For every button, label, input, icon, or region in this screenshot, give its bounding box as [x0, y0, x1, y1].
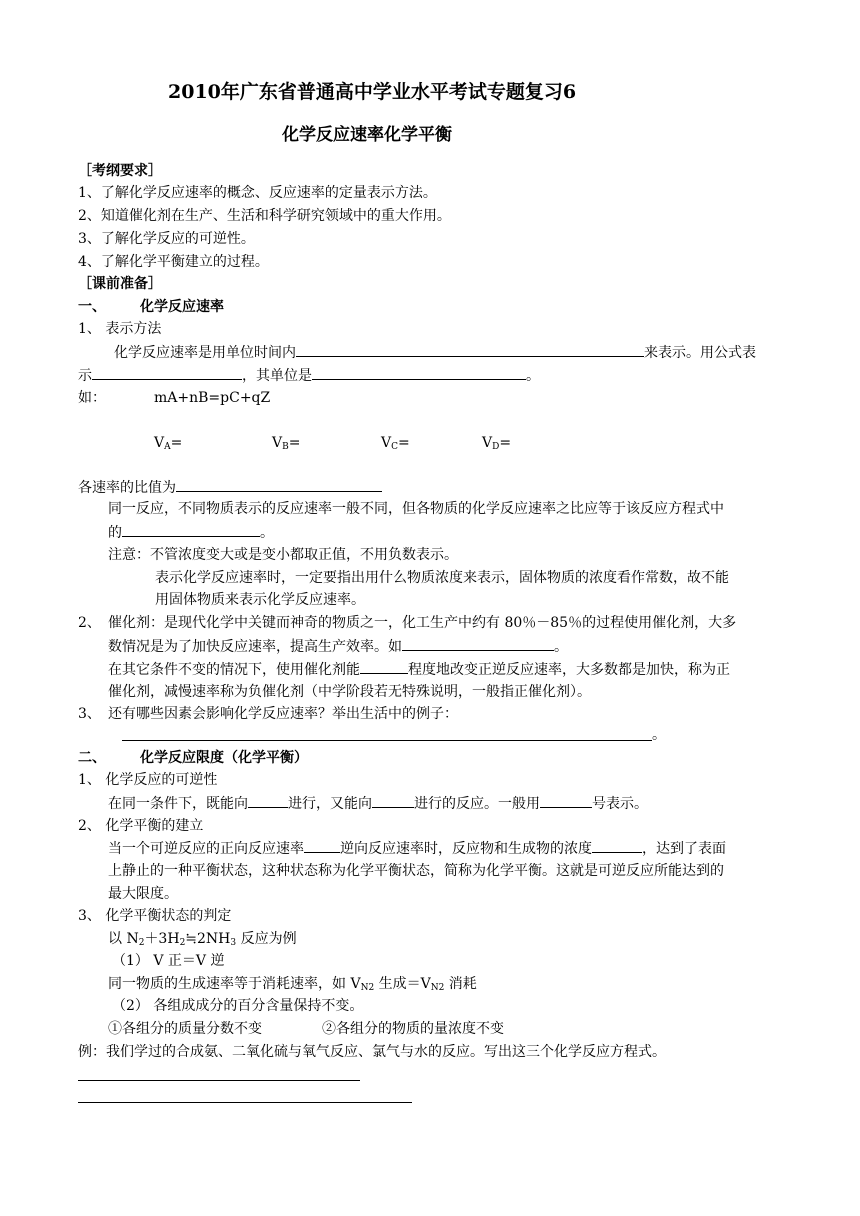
- section-requirements-heading: ［考纲要求］: [78, 163, 162, 179]
- equilibrium-line2: 上静止的一种平衡状态，这种状态称为化学平衡状态，简称为化学平衡。这就是可逆反应所能达到的: [108, 863, 724, 879]
- page-title: 2010年广东省普通高中学业水平考试专题复习6: [168, 81, 577, 103]
- catalyst-number: 2、: [78, 615, 101, 631]
- part1-title: 化学反应速率: [140, 299, 224, 315]
- catalyst-text-2b: 。: [554, 639, 568, 655]
- judge-criterion-1-detail: 同一物质的生成速率等于消耗速率，如 $V_{N2}$ 生成$=V_{N2}$ 消耗: [108, 976, 477, 993]
- question3-answer-blank[interactable]: [122, 740, 652, 741]
- reversibility-line: 在同一条件下，既能向 进行，又能向 进行的反应。一般用 号表示。: [108, 796, 648, 812]
- same-reaction-line1: 同一反应，不同物质表示的反应速率一般不同，但各物质的化学反应速率之比应等于该反应方程式中: [108, 501, 724, 517]
- example-label: 如：: [78, 390, 106, 406]
- judge-criterion-2a: ①各组分的质量分数不变: [108, 1021, 262, 1037]
- catalyst-line2: [108, 637, 568, 656]
- answer-blank-line-2[interactable]: [78, 1102, 412, 1103]
- part2-item3-heading: 3、 化学平衡状态的判定: [78, 908, 232, 924]
- part1-number: 一、: [78, 299, 106, 315]
- catalyst-line3: [108, 660, 730, 679]
- equilibrium-line3: 最大限度。: [108, 886, 178, 902]
- catalyst-line4: 催化剂，减慢速率称为负催化剂（中学阶段若无特殊说明，一般指正催化剂）。: [108, 684, 591, 700]
- note-line3: 用固体物质来表示化学反应速率。: [155, 592, 365, 608]
- section-prep-heading: ［课前准备］: [78, 276, 162, 292]
- catalyst-line1: 催化剂：是现代化学中关键而神奇的物质之一，化工生产中约有 80％－85％的过程使用催化剂，大多: [108, 615, 737, 631]
- part2-title: 化学反应限度（化学平衡）: [140, 750, 308, 766]
- requirement-4: 4、了解化学平衡建立的过程。: [78, 254, 269, 270]
- part2-item2-heading: 2、 化学平衡的建立: [78, 818, 204, 834]
- equilibrium-line1: 当一个可逆反应的正向反应速率 逆向反应速率时，反应物和生成物的浓度 ，达到了表面: [108, 841, 726, 857]
- same-reaction-text-c: 。: [260, 525, 274, 541]
- rate-vb: $V_B=$: [272, 435, 301, 452]
- catalyst-text-3b: 程度地改变正逆反应速率，大多数都是加快，称为正: [408, 662, 730, 678]
- question3-text: 还有哪些因素会影响化学反应速率？举出生活中的例子：: [108, 706, 458, 722]
- catalyst-example-blank[interactable]: [402, 637, 554, 651]
- question3-number: 3、: [78, 706, 101, 722]
- rate-ratio-label: 各速率的比值为: [78, 480, 176, 496]
- catalyst-text-3a: 在其它条件不变的情况下，使用催化剂能: [108, 662, 360, 678]
- rate-ratio-blank[interactable]: [176, 478, 382, 492]
- rate-unit-blank[interactable]: [312, 366, 526, 380]
- part2-item1-heading: 1、 化学反应的可逆性: [78, 772, 218, 788]
- rate-formula-blank[interactable]: [92, 366, 242, 380]
- same-reaction-blank[interactable]: [122, 523, 260, 537]
- rate-vc: $V_C=$: [381, 435, 410, 452]
- rate-ratio-line: [78, 478, 382, 497]
- judge-reaction-line: 以 $N_2+3H_2≒2NH_3$ 反应为例: [108, 931, 297, 948]
- reversibility-blank-2[interactable]: [372, 794, 414, 808]
- answer-blank-line-1[interactable]: [78, 1080, 360, 1081]
- equilibrium-conc-blank[interactable]: [592, 839, 642, 853]
- judge-criterion-2b: ②各组分的物质的量浓度不变: [322, 1021, 504, 1037]
- rate-va: $V_A=$: [154, 435, 183, 452]
- same-reaction-text-b: 的: [108, 525, 122, 541]
- rate-def-text-e: 。: [526, 368, 540, 384]
- rate-def-text-b: 来表示。用公式表: [644, 345, 756, 361]
- rate-def-text-c: 示: [78, 368, 92, 384]
- rate-vd: $V_D=$: [482, 435, 512, 452]
- catalyst-degree-blank[interactable]: [360, 660, 408, 674]
- question3-end: 。: [652, 727, 666, 743]
- requirement-1: 1、了解化学反应速率的概念、反应速率的定量表示方法。: [78, 185, 437, 201]
- same-reaction-line2: [108, 523, 274, 542]
- judge-criterion-2: （2） 各组成成分的百分含量保持不变。: [112, 998, 364, 1014]
- requirement-2: 2、知道催化剂在生产、生活和科学研究领域中的重大作用。: [78, 208, 451, 224]
- part2-number: 二、: [78, 750, 106, 766]
- equilibrium-rate-blank[interactable]: [304, 839, 340, 853]
- example-question: 例：我们学过的合成氨、二氧化硫与氧气反应、氯气与水的反应。写出这三个化学反应方程式。: [78, 1044, 666, 1060]
- part1-item1-heading: 1、 表示方法: [78, 321, 162, 337]
- rate-def-blank-1[interactable]: [296, 343, 644, 357]
- rate-definition-line1: [114, 343, 756, 362]
- requirement-3: 3、了解化学反应的可逆性。: [78, 231, 255, 247]
- rate-def-text-a: 化学反应速率是用单位时间内: [114, 345, 296, 361]
- note-line1: 注意：不管浓度变大或是变小都取正值，不用负数表示。: [108, 547, 458, 563]
- reversibility-symbol-blank[interactable]: [540, 794, 592, 808]
- page-subtitle: 化学反应速率化学平衡: [282, 125, 452, 145]
- example-equation: mA+nB=pC+qZ: [154, 390, 271, 406]
- judge-criterion-1: （1） V 正＝V 逆: [112, 953, 225, 969]
- note-line2: 表示化学反应速率时，一定要指出用什么物质浓度来表示，固体物质的浓度看作常数，故不能: [155, 570, 729, 586]
- reversibility-blank-1[interactable]: [248, 794, 288, 808]
- catalyst-text-2a: 数情况是为了加快反应速率，提高生产效率。如: [108, 639, 402, 655]
- rate-def-text-d: ，其单位是: [242, 368, 312, 384]
- rate-definition-line2: [78, 366, 540, 385]
